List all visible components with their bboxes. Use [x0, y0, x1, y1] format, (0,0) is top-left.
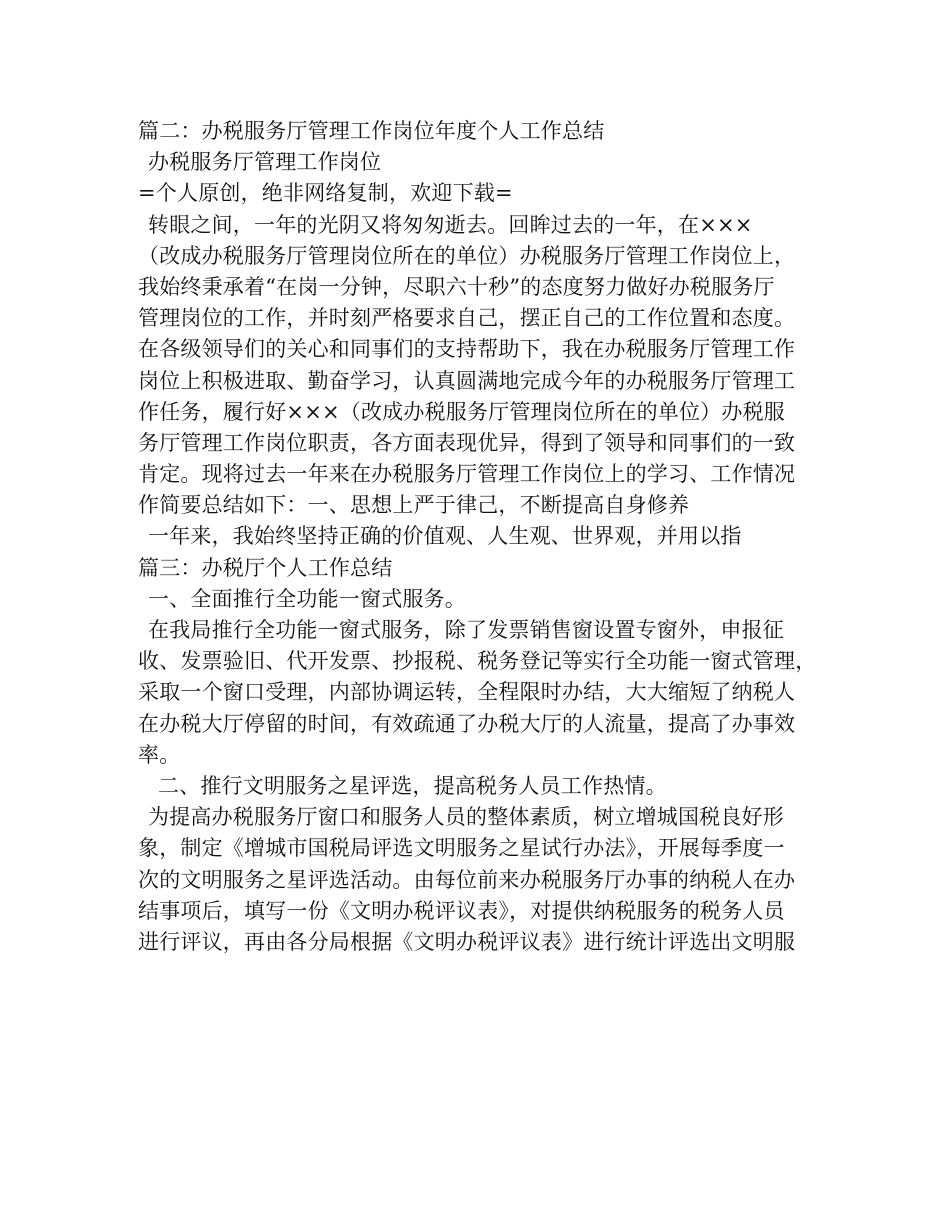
paragraph-line: 进行评议，再由各分局根据《文明办税评议表》进行统计评选出文明服 — [138, 929, 796, 954]
paragraph-line: 结事项后，填写一份《文明办税评议表》，对提供纳税服务的税务人员 — [138, 898, 785, 923]
paragraph-line: 率。 — [138, 742, 181, 767]
document-page — [138, 116, 828, 958]
paragraph-line: 一年来，我始终坚持正确的价值观、人生观、世界观，并用以指 — [148, 524, 742, 549]
paragraph-line: 在办税大厅停留的时间，有效疏通了办税大厅的人流量，提高了办事效 — [138, 711, 796, 736]
paragraph-line: 转眼之间，一年的光阴又将匆匆逝去。回眸过去的一年，在××× — [148, 212, 753, 237]
paragraph-line: 我始终秉承着“在岗一分钟，尽职六十秒”的态度努力做好办税服务厅 — [138, 274, 775, 299]
subheading-1: 一、全面推行全功能一窗式服务。 — [148, 586, 466, 611]
subheading-2: 二、推行文明服务之星评选，提高税务人员工作热情。 — [158, 773, 667, 798]
paragraph-line: 作任务，履行好×××（改成办税服务厅管理岗位所在的单位）办税服 — [138, 399, 785, 424]
paragraph-line: 务厅管理工作岗位职责，各方面表现优异，得到了领导和同事们的一致 — [138, 430, 796, 455]
paragraph-line: 岗位上积极进取、勤奋学习，认真圆满地完成今年的办税服务厅管理工 — [138, 368, 796, 393]
subtitle: 办税服务厅管理工作岗位 — [148, 150, 382, 175]
section-heading-2: 篇二：办税服务厅管理工作岗位年度个人工作总结 — [138, 119, 605, 143]
paragraph-line: 象，制定《增城市国税局评选文明服务之星试行办法》，开展每季度一 — [138, 836, 785, 861]
paragraph-line: 肯定。现将过去一年来在办税服务厅管理工作岗位上的学习、工作情况 — [138, 462, 796, 487]
paragraph-line: 次的文明服务之星评选活动。由每位前来办税服务厅办事的纳税人在办 — [138, 867, 796, 892]
paragraph-line: 在各级领导们的关心和同事们的支持帮助下，我在办税服务厅管理工作 — [138, 337, 796, 362]
paragraph-line: 采取一个窗口受理，内部协调运转，全程限时办结，大大缩短了纳税人 — [138, 680, 796, 705]
paragraph-line: 收、发票验旧、代开发票、抄报税、税务登记等实行全功能一窗式管理， — [138, 649, 817, 674]
paragraph-line: 管理岗位的工作，并时刻严格要求自己，摆正自己的工作位置和态度。 — [138, 306, 796, 331]
paragraph-line: （改成办税服务厅管理岗位所在的单位）办税服务厅管理工作岗位上， — [138, 243, 796, 268]
paragraph-line: 为提高办税服务厅窗口和服务人员的整体素质，树立增城国税良好形 — [148, 805, 784, 830]
notice-line: =个人原创，绝非网络复制，欢迎下载= — [138, 181, 513, 206]
section-heading-3: 篇三：办税厅个人工作总结 — [138, 555, 393, 580]
paragraph-line: 在我局推行全功能一窗式服务，除了发票销售窗设置专窗外，申报征 — [148, 618, 784, 642]
paragraph-line: 作简要总结如下：一、思想上严于律己，不断提高自身修养 — [138, 493, 690, 518]
